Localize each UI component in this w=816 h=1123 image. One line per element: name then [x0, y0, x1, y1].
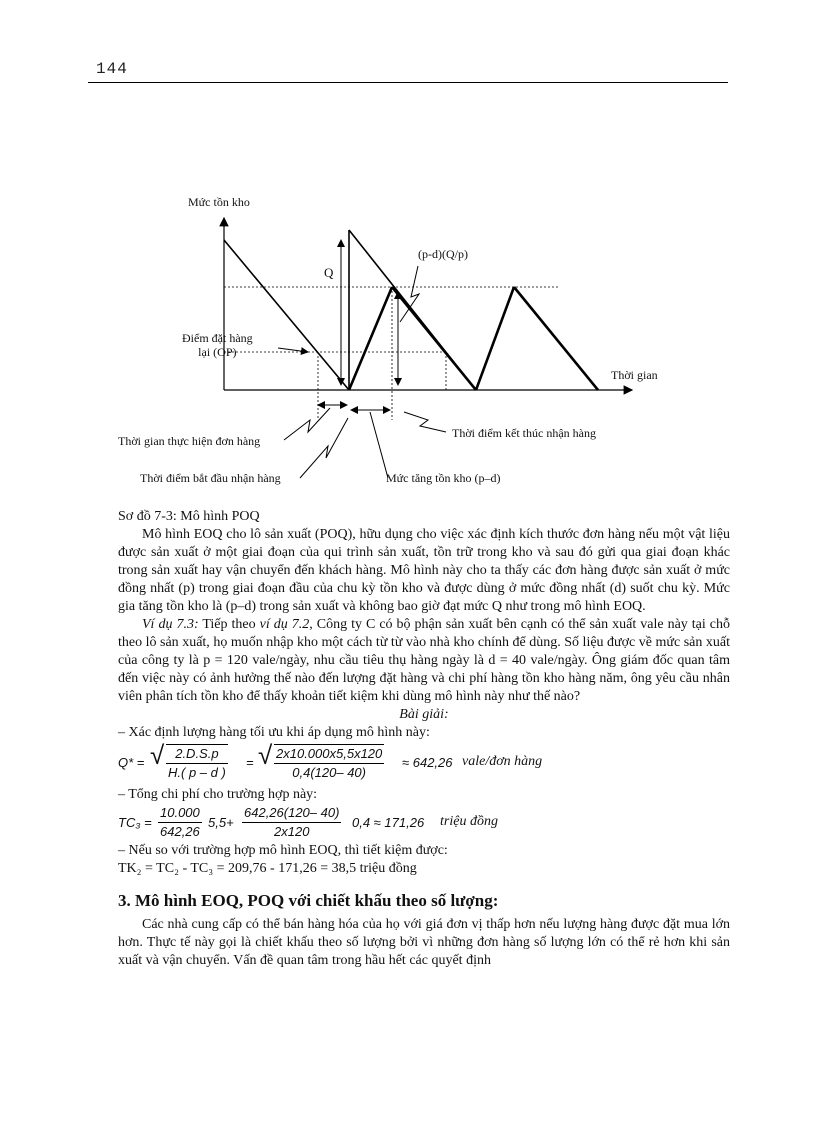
example-text-b: , Công ty C có bộ phận sản xuất bên cạnh có thể sản xuất vale này tại chỗ theo lô sản xuất, họ muốn nhập kho một cách từ từ vào nhà kho chính để dùng. Số liệu được về mức sản xuất của công ty là p = 120 vale/ngày, nhu cầu tiêu thụ hàng ngày là d = 40 vale/ngày. Ông giám đốc quan tâm đến việc này có ảnh hưởng thế nào đến lượng đặt hàng và chi phí hàng tồn kho hàng năm, ông yêu cầu nhân viên phân tích tồn kho để thấy khoản tiết kiệm khi dùng mô hình này như thế nào?: [118, 617, 730, 704]
pd-label: (p-d)(Q/p): [418, 247, 468, 261]
body-text: [118, 508, 730, 970]
example-ref: ví dụ 7.2: [259, 617, 310, 632]
end-receive-label: Thời điểm kết thúc nhận hàng: [452, 426, 596, 440]
formula-tc-unit: triệu đồng: [440, 814, 498, 829]
formula-tc-lhs: TC₃ =: [118, 815, 152, 830]
formula-q-unit: vale/đơn hàng: [462, 754, 543, 769]
op-label: [182, 331, 253, 359]
formula-tc-frac2-den: 2x120: [274, 824, 310, 839]
formula-tc-mult1: 5,5+: [208, 815, 234, 830]
start-receive-label: Thời điểm bắt đầu nhận hàng: [140, 471, 281, 485]
poq-diagram: [0, 0, 816, 500]
example-label: Ví dụ 7.3:: [142, 617, 199, 632]
formula-q-frac1-den: H.( p – d ): [168, 765, 226, 780]
formula-q-frac1-num: 2.D.S.p: [166, 744, 228, 764]
page-number: 144: [96, 60, 128, 78]
end-receive-pointer: [404, 412, 446, 432]
op-label-line2: lại (OP): [198, 345, 237, 359]
paragraph-1: Mô hình EOQ cho lô sản xuất (POQ), hữu dụng cho việc xác định kích thước đơn hàng nếu một vật liệu được sản xuất ở một giai đoạn của qui trình sản xuất, tồn trữ trong kho và sau đó gửi qua giai đoạn khác trong sản xuất hay vận chuyển đến khách hàng. Mô hình này cho ta thấy các đơn hàng được sản xuất ở mức đồng nhất (p) trong giai đoạn đầu của chu kỳ tồn kho và được dùng ở mức đồng nhất (d) suốt chu kỳ. Mức gia tăng tồn kho là (p–d) trong sản xuất và không bao giờ đạt mức Q như trong mô hình EOQ.: [118, 527, 730, 614]
formula-q-frac1: [166, 744, 228, 782]
formula-tc-frac2-num: 642,26(120– 40): [242, 804, 341, 823]
increase-pointer: [370, 412, 388, 478]
x-axis-label: Thời gian: [611, 368, 658, 382]
formula-tc-frac1-den: 642,26: [160, 824, 200, 839]
increase-label: Mức tăng tồn kho (p–d): [386, 471, 501, 485]
op-arrow: [278, 348, 308, 352]
poq-rise-1: [349, 287, 392, 390]
step-2: – Tổng chi phí cho trường hợp này:: [118, 787, 318, 802]
formula-q: [118, 742, 730, 786]
example-text-a: Tiếp theo: [198, 617, 260, 632]
example-paragraph: [118, 616, 730, 706]
savings-line: TK₂ = TC₂ - TC₃ = 209,76 - 171,26 = 38,5 triệu đồng: [118, 861, 417, 876]
formula-tc-frac2: [242, 804, 341, 841]
figure-caption: Sơ đồ 7-3: Mô hình POQ: [118, 509, 260, 524]
solution-title: Bài giải:: [399, 707, 449, 722]
formula-q-lhs: Q* =: [118, 755, 145, 770]
inventory-drop-1: [224, 240, 349, 390]
formula-q-result: ≈ 642,26: [402, 755, 453, 770]
poq-rise-2: [476, 287, 514, 390]
formula-q-frac2: [274, 744, 384, 782]
formula-tc-frac1-num: 10.000: [158, 804, 202, 823]
op-label-line1: Điểm đặt hàng: [182, 331, 253, 345]
lead-time-pointer: [284, 408, 330, 440]
poq-fall-1: [392, 287, 476, 390]
sqrt-sign-1: √: [150, 740, 165, 770]
y-axis-label: Mức tồn kho: [188, 195, 250, 209]
sqrt-sign-2: √: [258, 740, 273, 770]
start-receive-pointer: [300, 418, 348, 478]
formula-q-frac2-den: 0,4(120– 40): [292, 765, 366, 780]
formula-q-frac2-num: 2x10.000x5,5x120: [274, 744, 384, 764]
step-1: – Xác định lượng hàng tối ưu khi áp dụng mô hình này:: [118, 725, 430, 740]
formula-tc-mult2: 0,4 ≈ 171,26: [352, 815, 425, 830]
lead-time-label: Thời gian thực hiện đơn hàng: [118, 434, 261, 448]
step-3: – Nếu so với trường hợp mô hình EOQ, thì tiết kiệm được:: [118, 843, 448, 858]
formula-q-eq: =: [246, 755, 254, 770]
section-heading: 3. Mô hình EOQ, POQ với chiết khấu theo số lượng:: [118, 891, 499, 910]
formula-tc-frac1: [158, 804, 202, 841]
poq-fall-2: [514, 287, 598, 390]
paragraph-last: Các nhà cung cấp có thể bán hàng hóa của họ với giá đơn vị thấp hơn nếu lượng hàng được đặt mua lớn hơn. Thực tế này gọi là chiết khấu theo số lượng bởi vì những đơn hàng số lượng lớn có thể rẻ hơn khi sản xuất và vận chuyển. Vấn đề quan tâm trong hầu hết các quyết định: [118, 917, 730, 968]
q-label: Q: [324, 265, 334, 280]
formula-tc: [118, 804, 730, 842]
